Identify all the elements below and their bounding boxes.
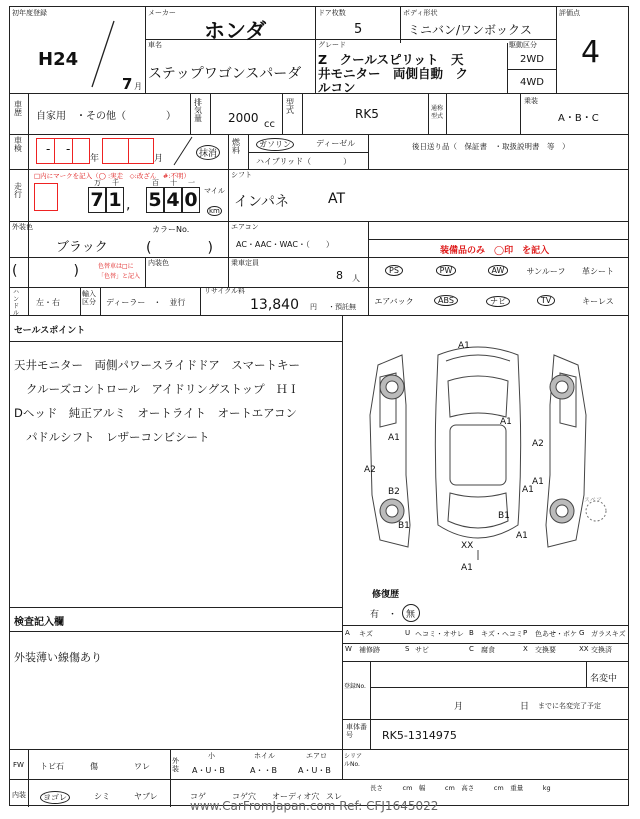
legend-cell: ガラスキズ (591, 630, 626, 638)
legend-cell: 腐食 (481, 646, 495, 654)
equipment-label: キーレス (582, 297, 614, 306)
car-damage-diagram (350, 325, 610, 575)
maker-label: メーカー (148, 9, 176, 17)
fw-item: 傷 (90, 762, 98, 771)
interior-item: コゲ穴 (232, 792, 256, 801)
wheel-scale: A・・B (250, 766, 277, 775)
model-label: 型式 (286, 98, 294, 115)
fw-label: FW (13, 761, 24, 769)
equipment-label: PS (385, 265, 403, 276)
load-options: A・B・C (558, 113, 599, 124)
car-name-label: 車名 (148, 41, 162, 49)
equipment-item (474, 296, 522, 307)
shift-position: インパネ (234, 194, 290, 210)
inspection-label: 車検 (14, 136, 22, 153)
damage-mark: A1 (516, 531, 528, 541)
watermark: www.CarFromJapan.com Ref: CFJ1645022 (190, 799, 439, 813)
legend-cell: B (469, 629, 474, 637)
damage-mark: A1 (522, 485, 534, 495)
repaint-note2: 「色替」と記入 (98, 273, 141, 280)
capacity: 8 (336, 269, 343, 282)
shift-type: AT (328, 191, 346, 207)
exterior-color-label: 外装色 (12, 223, 33, 231)
equipment-item (474, 266, 522, 275)
interior-item: コゲ (190, 792, 206, 801)
legend-cell: 交換要 (535, 646, 556, 654)
interior-item: オーディオ穴 (272, 792, 320, 801)
registration-month: 7 (122, 75, 133, 93)
legend-cell: キズ (359, 630, 373, 638)
exterior-scale: A・U・B (192, 766, 225, 775)
car-name: ステップワゴンスパーダ (148, 66, 302, 82)
body-label: ボディ形状 (403, 9, 438, 17)
unit-ichi: 一 (188, 179, 195, 187)
inspection-note: 外装薄い線傷あり (14, 651, 102, 664)
damage-mark: A2 (364, 465, 376, 475)
history: 自家用 ・その他（ ） (36, 111, 176, 122)
aero-label: エアロ (306, 752, 327, 760)
equipment-item (370, 296, 418, 307)
sales-line: クルーズコントロール アイドリングストップ ＨＩ (26, 382, 300, 396)
mileage-label: 走行 (14, 182, 22, 199)
doors-label: ドア枚数 (318, 9, 346, 17)
legend-cell: 交換済 (591, 646, 612, 654)
aircon-label: エアコン (231, 223, 259, 231)
damage-mark: A1 (458, 341, 470, 351)
interior-item: ヤブレ (134, 792, 158, 801)
wheel-label: ホイル (254, 752, 275, 760)
load-label: 乗装 (524, 97, 538, 105)
equipment-title: 装備品のみ ◯印 を記入 (440, 246, 550, 256)
legend-cell: C (469, 645, 474, 653)
repaint-note1: 色替車は□に (98, 263, 134, 270)
legend-cell: P (523, 629, 528, 637)
legend-cell: X (523, 645, 528, 653)
mileage-digit: 7 (88, 187, 106, 213)
legend-cell: A (345, 629, 350, 637)
legend-cell: XX (579, 645, 589, 653)
mileage-digit: 4 (164, 187, 182, 213)
fw-item: ワレ (134, 762, 150, 771)
handle-label: ハンドル (13, 289, 20, 317)
registration-month: 月 (454, 702, 464, 712)
equipment-label: 革シート (582, 267, 614, 276)
score-label: 評価点 (559, 9, 580, 17)
fuel-diesel: ディーゼル (316, 139, 356, 148)
model: RK5 (355, 107, 379, 121)
interior-color-label: 内装色 (148, 259, 169, 267)
equipment-label: ABS (434, 295, 458, 306)
equipment-item (522, 296, 570, 305)
shift-label: シフト (231, 171, 252, 179)
legend-cell: 補修跡 (359, 646, 380, 654)
fuel-gasoline: ガソリン (256, 138, 294, 151)
chassis-number: RK5-1314975 (382, 729, 457, 742)
recycle-label: リサイクル料 (204, 287, 246, 295)
damage-mark: A1 (461, 563, 473, 573)
damage-mark: XX (461, 541, 474, 551)
interior-item: スレ (326, 792, 342, 801)
import-label: 輸入区分 (82, 290, 96, 306)
month-unit: 月 (134, 82, 142, 91)
expired-option: 抹消 (196, 145, 220, 160)
interior-item: ヨゴレ (40, 791, 70, 804)
legend-cell: ヘコミ・オサレ (415, 630, 464, 638)
damage-mark: B1 (398, 521, 410, 531)
aircon: AC・AAC・WAC・（ ） (236, 240, 334, 249)
passage-label: 通称型式 (431, 105, 444, 120)
legend-cell: U (405, 629, 411, 637)
legend-cell: S (405, 645, 410, 653)
handle: 左・右 (36, 298, 60, 307)
inspection-year-unit: 年 (90, 154, 100, 164)
cc-unit: cc (264, 119, 275, 130)
inspection-month-unit: 月 (154, 154, 164, 164)
sales-line: パドルシフト レザーコンビシート (26, 430, 210, 444)
exterior-color: ブラック (56, 240, 108, 255)
damage-mark: B1 (498, 511, 510, 521)
displacement: 2000 (228, 111, 259, 125)
yen-unit: 円 (310, 303, 317, 311)
sales-line: 天井モニター 両側パワースライドドア スマートキー (14, 358, 301, 372)
score: 4 (581, 35, 601, 70)
registration-deadline: までに名変完了予定 (538, 702, 601, 710)
mileage-digit: 0 (182, 187, 200, 213)
equipment-label: AW (488, 265, 509, 276)
km-unit: km (209, 207, 220, 215)
grade-line2: 井モニター 両側自動 ク (318, 66, 469, 81)
mile-unit: マイル (204, 187, 225, 195)
mileage-digit: 1 (106, 187, 124, 213)
registration-year: H24 (38, 49, 79, 70)
legend-cell: サビ (415, 646, 429, 654)
unit-hyaku: 百 (152, 179, 159, 187)
fw-item: トビ石 (40, 762, 64, 771)
fuel-hybrid: ハイブリッド（ ） (256, 157, 352, 166)
exterior-dmg-label: 外装 (172, 757, 179, 773)
sales-line: Dヘッド 純正アルミ オートライト オートエアコン (14, 406, 298, 420)
recycle-fee: 13,840 (250, 297, 299, 313)
drive-label: 駆動区分 (509, 41, 537, 49)
equipment-item (574, 266, 622, 277)
serial-label: シリアルNo. (344, 753, 363, 768)
registration-day: 日 (520, 702, 530, 712)
grade-label: グレード (318, 41, 346, 49)
equipment-item (422, 266, 470, 275)
mileage-note: □内にマークを記入（◯ :実走 ◇:改ざん #:不明） (34, 172, 190, 180)
equipment-item (370, 266, 418, 275)
equipment-label: PW (436, 265, 457, 276)
maker: ホンダ (204, 19, 267, 43)
equipment-label: サンルーフ (526, 267, 566, 276)
damage-mark: A1 (532, 477, 544, 487)
legend-cell: G (579, 629, 585, 637)
grade-line3: ルコン (318, 80, 356, 95)
unit-sen: 千 (112, 179, 119, 187)
repair-history-label: 修復歴 (372, 590, 400, 600)
color-no-label: カラーNo. (152, 225, 190, 234)
body-type: ミニバン/ワンボックス (408, 23, 532, 37)
drive-4wd: 4WD (520, 77, 544, 88)
drive-2wd: 2WD (520, 54, 544, 65)
interior-item: シミ (94, 792, 110, 801)
deposit: ・預託無 (328, 303, 356, 311)
history-label: 車歴 (14, 100, 22, 117)
damage-mark: B2 (388, 487, 400, 497)
equipment-item (422, 296, 470, 305)
sales-point-label: セールスポイント (14, 326, 86, 336)
import-type: ディーラー ・ 並行 (106, 298, 186, 307)
interior-dmg-label: 内装 (12, 791, 26, 799)
equipment-label: TV (537, 295, 555, 306)
displacement-label: 排気量 (194, 98, 202, 123)
inspection-notes-label: 検査記入欄 (14, 617, 64, 628)
equipment-item (522, 266, 570, 277)
doors: 5 (354, 22, 363, 37)
legend-cell: W (345, 645, 352, 653)
equipment-label: ナビ (486, 296, 510, 307)
date-slash (88, 19, 118, 89)
repair-history: 有 ・ 無 (370, 610, 416, 620)
first-registration-label: 初年度登録 (12, 9, 47, 17)
capacity-label: 乗車定員 (231, 259, 259, 267)
post-items: 後日送り品（ 保証書 ・取扱説明書 等 ） (412, 142, 570, 151)
capacity-unit: 人 (352, 274, 360, 283)
equipment-item (574, 296, 622, 307)
legend-cell: 色あせ・ボケ (535, 630, 577, 638)
damage-mark: A1 (500, 417, 512, 427)
spare-label: スペア (584, 497, 603, 504)
auction-sheet: 初年度登録 H24 7 月 メーカー ホンダ 車名 ステップワゴンスパーダ ドア枚数 5 ボディ形状 ミニバン/ワンボックス グレード Z クールスピリット 天 井モニター 両側自動 ク ルコン 駆動区分 2WD 4WD 評価点 4 車歴 自家用 ・その他（ ） 排気量 2000 cc 型式 RK5 通称型式 乗装 A・B・C 車検 - - 年 月 抹消 燃料 ガソリン ディーゼル ハイブリッド（ ） 後日送り品（ 保証書 ・取扱説明書 等 ） 走行 □内にマークを記入（◯ :実走 ◇:改ざん #:不明） 万 千 百 十 一 7 1 , 5 4 0 マイル km シフト インパネ AT エアコン AC・AAC・WAC・（ ） 外装色 ブラック カラーNo. ( ) ( ) 色替車は□に 「色替」と記入 内装色 乗車定員 8 人 装備品のみ ◯印 を記入 PS PW AW サンルーフ 革シート エアバック ABS ナビ TV キーレス ハンドル 左・右 輸入区分 ディーラー ・ 並行 リサイクル料 13,840 円 ・預託無 セールスポイント 天井モニター 両側パワースライドドア スマートキー クルーズコントロール アイドリングストップ ＨＩ Dヘッド 純正アルミ オートライト オートエアコン パドルシフト レザーコンビシート A1 A1 A2 A2 B2 B1 XX A1 A1 A1 B1 A1 A1 スペア 修復歴 有 ・ 無 検査記入欄 外装薄い線傷あり A キズ U ヘコミ・オサレ B キズ・ヘコミ P 色あせ・ボケ G ガラスキズ W 補修跡 S サビ C 腐食 X 交換要 XX 交換済 登録No. 名変中 月 日 までに名変完了予定 車体番号 RK5-1314975 FW トビ石 傷 ワレ 外装 小 A・U・B ホイル A・・B エアロ A・U・B シリアルNo. 内装 ヨゴレ シミ ヤブレ コゲ コゲ穴 オーディオ穴 スレ 長さ cm 幅 cm 高さ cm 重量 kg www.CarFromJapan.com Ref: CFJ1645022 (9, 6, 629, 806)
damage-mark: A1 (388, 433, 400, 443)
name-change: 名変中 (590, 674, 618, 684)
legend-cell: キズ・ヘコミ (481, 630, 523, 638)
mileage-digit: 5 (146, 187, 164, 213)
unit-man: 万 (94, 179, 101, 187)
fuel-label: 燃料 (232, 138, 240, 155)
small-label: 小 (208, 752, 215, 760)
chassis-label: 車体番号 (346, 723, 367, 739)
aero-scale: A・U・B (298, 766, 331, 775)
registration-no-label: 登録No. (344, 683, 366, 690)
equipment-label: エアバック (374, 297, 414, 306)
damage-mark: A2 (532, 439, 544, 449)
grade-line1: Z クールスピリット 天 (318, 52, 464, 67)
dimensions: 長さ cm 幅 cm 高さ cm 重量 kg (370, 784, 551, 792)
unit-juu: 十 (170, 179, 177, 187)
